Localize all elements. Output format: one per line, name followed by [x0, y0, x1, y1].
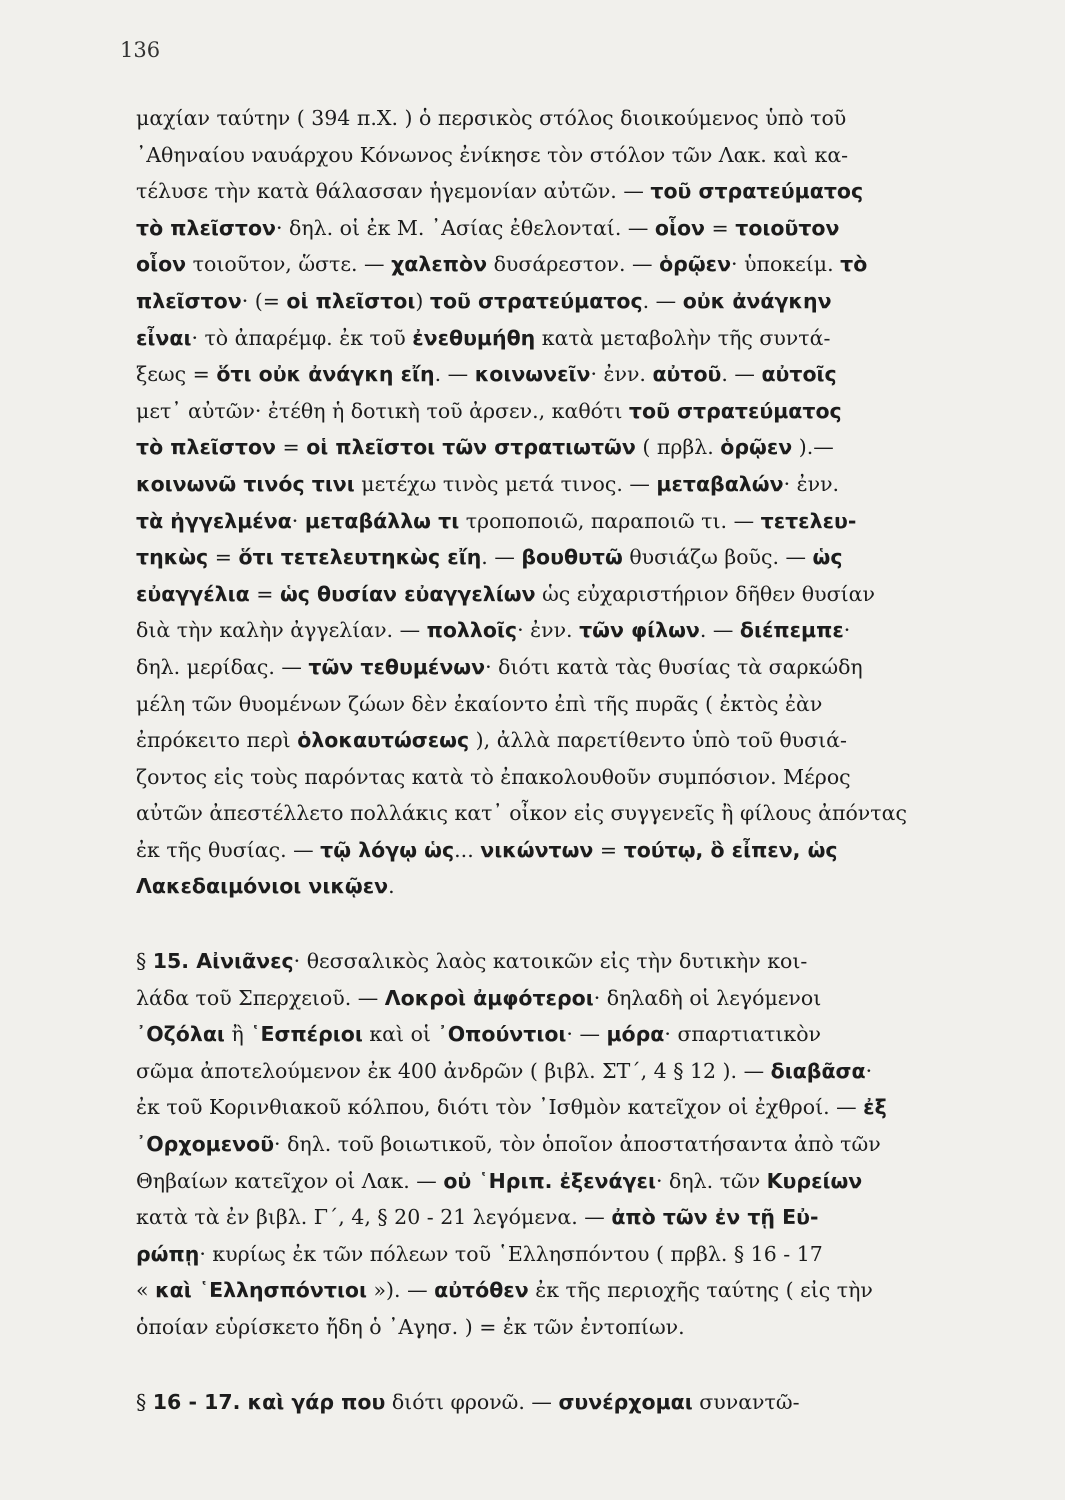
- text-segment: . —: [699, 618, 740, 643]
- text-segment: · ὑποκείμ.: [731, 252, 841, 277]
- text-segment: . —: [721, 362, 762, 387]
- text-line: [136, 173, 1016, 210]
- text-segment: · κυρίως ἐκ τῶν πόλεων τοῦ ῾Ελλησπόντου ( πρβλ. § 16 - 17: [199, 1241, 823, 1266]
- lemma-bold: τούτῳ, ὃ εἶπεν, ὡς: [623, 837, 838, 862]
- text-segment: ).—: [792, 435, 834, 460]
- text-segment: =: [705, 215, 736, 240]
- text-line: [136, 1126, 1016, 1163]
- text-segment: · ἐνν.: [590, 362, 653, 387]
- text-segment: ἢ: [224, 1022, 251, 1047]
- text-segment: · σπαρτιατικὸν: [664, 1022, 822, 1047]
- text-line: [136, 503, 1016, 540]
- lemma-bold: τετελευ-: [760, 508, 857, 533]
- text-segment: ·: [291, 508, 305, 533]
- lemma-bold: τοῦ στρατεύματος: [429, 288, 643, 313]
- paragraph-gap: [136, 905, 1016, 943]
- lemma-bold: τοῦ στρατεύματος: [650, 179, 864, 204]
- lemma-bold: ὁρῷεν: [659, 252, 732, 277]
- text-segment: =: [208, 545, 239, 570]
- text-line: [136, 210, 1016, 247]
- lemma-bold: συνέρχομαι: [558, 1389, 693, 1414]
- text-line: [136, 356, 1016, 393]
- lemma-bold: τοῦ στρατεύματος: [628, 398, 842, 423]
- text-segment: ἐκ τῆς περιοχῆς ταύτης ( εἰς τὴν: [528, 1278, 873, 1303]
- text-segment: · δηλαδὴ οἱ λεγόμενοι: [593, 985, 822, 1010]
- lemma-bold: ἐξ: [863, 1095, 887, 1120]
- text-segment: . —: [481, 545, 522, 570]
- lemma-bold: τηκὼς: [136, 545, 209, 570]
- text-segment: ·: [865, 1058, 873, 1083]
- text-line: [136, 832, 1016, 869]
- text-line: [136, 1272, 1016, 1309]
- text-line: [136, 539, 1016, 576]
- text-line: [136, 943, 1016, 980]
- lemma-bold: καὶ ῾Ελλησπόντιοι: [155, 1278, 367, 1303]
- text-line: [136, 393, 1016, 430]
- text-segment: · (=: [241, 288, 287, 313]
- text-segment: · δηλ. τῶν: [655, 1168, 767, 1193]
- lemma-bold: πολλοῖς: [426, 618, 518, 643]
- lemma-bold: κοινωνεῖν: [474, 362, 591, 387]
- lemma-bold: χαλεπὸν: [391, 252, 488, 277]
- text-segment: · διότι κατὰ τὰς θυσίας τὰ σαρκώδη: [485, 654, 863, 679]
- text-segment: · τὸ ἀπαρέμφ. ἐκ τοῦ: [191, 325, 413, 350]
- lemma-bold: τῶν φίλων: [579, 618, 700, 643]
- text-line: [136, 137, 1016, 174]
- text-line: [136, 1163, 1016, 1200]
- text-segment: · δηλ. τοῦ βοιωτικοῦ, τὸν ὁποῖον ἀποστατήσαντα ἀπὸ τῶν: [274, 1132, 881, 1157]
- lemma-bold: ὡς θυσίαν εὐαγγελίων: [279, 581, 536, 606]
- text-segment: κατὰ μεταβολὴν τῆς συντά-: [535, 325, 831, 350]
- text-segment: · ἐνν.: [517, 618, 580, 643]
- text-segment: ᾿Αθηναίου ναυάρχου Κόνωνος ἐνίκησε τὸν στόλον τῶν Λακ. καὶ κα-: [136, 142, 849, 167]
- lemma-bold: μόρα: [606, 1022, 665, 1047]
- text-line: [136, 1384, 1016, 1421]
- text-line: [136, 1236, 1016, 1273]
- lemma-bold: 15. Αἰνιᾶνες: [152, 949, 294, 974]
- text-segment: κατὰ τὰ ἐν βιβλ. Γ΄, 4, § 20 - 21 λεγόμενα. —: [136, 1205, 612, 1230]
- text-segment: τέλυσε τὴν κατὰ θάλασσαν ἡγεμονίαν αὐτῶν. —: [136, 179, 651, 204]
- text-segment: =: [249, 581, 280, 606]
- lemma-bold: Κυρείων: [766, 1168, 863, 1193]
- text-segment: §: [136, 1389, 153, 1414]
- lemma-bold: τὰ ἠγγελμένα: [136, 508, 292, 533]
- text-segment: ), ἀλλὰ παρετίθεντο ὑπὸ τοῦ θυσιά-: [469, 728, 847, 753]
- text-segment: »). —: [367, 1278, 435, 1303]
- text-line: [136, 759, 1016, 796]
- text-line: [136, 686, 1016, 723]
- text-line: [136, 283, 1016, 320]
- lemma-bold: αὐτοῦ: [652, 362, 722, 387]
- text-segment: συναντῶ-: [692, 1389, 800, 1414]
- text-segment: διότι φρονῶ. —: [385, 1389, 559, 1414]
- text-segment: ): [415, 288, 430, 313]
- lemma-bold: οὐ ῾Ηριπ. ἐξενάγει: [443, 1168, 656, 1193]
- text-segment: δηλ. μερίδας. —: [136, 654, 309, 679]
- lemma-bold: ρώπῃ: [136, 1241, 200, 1266]
- text-line: [136, 980, 1016, 1017]
- text-segment: · —: [566, 1022, 607, 1047]
- text-segment: . —: [434, 362, 475, 387]
- lemma-bold: οἱ πλεῖστοι τῶν στρατιωτῶν: [306, 435, 636, 460]
- lemma-bold: αὐτοῖς: [761, 362, 837, 387]
- lemma-bold: Λακεδαιμόνιοι νικῷεν: [136, 874, 389, 899]
- lemma-bold: εὐαγγέλια: [136, 581, 250, 606]
- lemma-bold: αὐτόθεν: [434, 1278, 529, 1303]
- text-segment: ...: [454, 837, 481, 862]
- lemma-bold: οἱ πλεῖστοι: [286, 288, 416, 313]
- lemma-bold: τῷ λόγῳ ὡς: [320, 837, 455, 862]
- text-segment: αὐτῶν ἀπεστέλλετο πολλάκις κατ᾿ οἶκον εἰς συγγενεῖς ἢ φίλους ἀπόντας: [136, 801, 907, 826]
- text-line: [136, 1309, 1016, 1346]
- lemma-bold: νικώντων: [480, 837, 594, 862]
- text-segment: =: [593, 837, 624, 862]
- text-segment: Θηβαίων κατεῖχον οἱ Λακ. —: [136, 1168, 444, 1193]
- lemma-bold: 16 - 17. καὶ γάρ που: [152, 1389, 386, 1414]
- lemma-bold: ὁρῷεν: [720, 435, 793, 460]
- lemma-bold: τοιοῦτον: [735, 215, 840, 240]
- lemma-bold: τὸ πλεῖστον: [136, 215, 276, 240]
- text-line: [136, 722, 1016, 759]
- text-segment: σῶμα ἀποτελούμενον ἐκ 400 ἀνδρῶν ( βιβλ. ΣΤ΄, 4 § 12 ). —: [136, 1058, 771, 1083]
- lemma-bold: ὅτι οὐκ ἀνάγκη εἴη: [216, 362, 435, 387]
- text-segment: μέλη τῶν θυομένων ζώων δὲν ἐκαίοντο ἐπὶ τῆς πυρᾶς ( ἐκτὸς ἐὰν: [136, 691, 823, 716]
- lemma-bold: οὐκ ἀνάγκην: [682, 288, 832, 313]
- text-segment: ὡς εὐχαριστήριον δῆθεν θυσίαν: [535, 581, 875, 606]
- lemma-bold: ῾Εσπέριοι: [250, 1022, 363, 1047]
- text-segment: ἐπρόκειτο περὶ: [136, 728, 298, 753]
- lemma-bold: τῶν τεθυμένων: [308, 654, 486, 679]
- text-line: [136, 246, 1016, 283]
- text-line: [136, 612, 1016, 649]
- text-line: [136, 1089, 1016, 1126]
- text-segment: .: [388, 874, 395, 899]
- lemma-bold: ἐνεθυμήθη: [412, 325, 536, 350]
- text-line: [136, 100, 1016, 137]
- text-segment: ·: [843, 618, 851, 643]
- text-segment: =: [276, 435, 307, 460]
- text-segment: ( πρβλ.: [635, 435, 721, 460]
- text-segment: ὁποίαν εὑρίσκετο ἤδη ὁ ᾿Αγησ. ) = ἐκ τῶν ἐντοπίων.: [136, 1315, 685, 1339]
- lemma-bold: ᾿Ορχομενοῦ: [136, 1132, 275, 1157]
- lemma-bold: πλεῖστον: [136, 288, 242, 313]
- lemma-bold: ἀπὸ τῶν ἐν τῇ Εὐ-: [611, 1205, 819, 1230]
- page-number: 136: [120, 38, 161, 62]
- lemma-bold: μεταβάλλω τι: [304, 508, 460, 533]
- lemma-bold: ὅτι τετελευτηκὼς εἴη: [238, 545, 482, 570]
- text-segment: διὰ τὴν καλὴν ἀγγελίαν. —: [136, 618, 427, 643]
- lemma-bold: τὸ: [840, 252, 868, 277]
- text-segment: τοιοῦτον, ὥστε. —: [186, 252, 392, 277]
- paragraph-gap: [136, 1346, 1016, 1384]
- text-segment: ζοντος εἰς τοὺς παρόντας κατὰ τὸ ἐπακολουθοῦν συμπόσιον. Μέρος: [136, 764, 851, 789]
- text-segment: δυσάρεστον. —: [487, 252, 660, 277]
- text-line: [136, 1053, 1016, 1090]
- text-segment: . —: [642, 288, 683, 313]
- text-segment: §: [136, 949, 153, 974]
- lemma-bold: οἷον: [136, 252, 187, 277]
- text-segment: ἐκ τοῦ Κορινθιακοῦ κόλπου, διότι τὸν ᾿Ισθμὸν κατεῖχον οἱ ἐχθροί. —: [136, 1095, 864, 1120]
- lemma-bold: ὁλοκαυτώσεως: [297, 728, 470, 753]
- lemma-bold: οἷον: [654, 215, 706, 240]
- text-line: [136, 795, 1016, 832]
- lemma-bold: διέπεμπε: [739, 618, 844, 643]
- lemma-bold: κοινωνῶ τινός τινι: [136, 471, 355, 496]
- lemma-bold: μεταβαλών: [656, 471, 784, 496]
- text-line: [136, 466, 1016, 503]
- text-segment: ξεως =: [136, 362, 217, 387]
- lemma-bold: διαβᾶσα: [770, 1058, 866, 1083]
- text-segment: ἐκ τῆς θυσίας. —: [136, 837, 321, 862]
- lemma-bold: ὡς: [812, 545, 843, 570]
- lemma-bold: βουθυτῶ: [521, 545, 623, 570]
- text-segment: · ἐνν.: [783, 471, 840, 496]
- commentary-text: [136, 100, 1016, 1420]
- text-line: [136, 576, 1016, 613]
- text-segment: · δηλ. οἱ ἐκ Μ. ᾿Ασίας ἐθελονταί. —: [276, 215, 655, 240]
- lemma-bold: Λοκροὶ ἀμφότεροι: [384, 985, 594, 1010]
- lemma-bold: εἶναι: [136, 325, 192, 350]
- text-line: [136, 649, 1016, 686]
- text-segment: μετέχω τινὸς μετά τινος. —: [354, 471, 657, 496]
- text-line: [136, 1199, 1016, 1236]
- text-segment: · θεσσαλικὸς λαὸς κατοικῶν εἰς τὴν δυτικὴν κοι-: [293, 949, 808, 974]
- text-line: [136, 1016, 1016, 1053]
- text-segment: καὶ οἱ: [362, 1022, 438, 1047]
- lemma-bold: ᾿Οπούντιοι: [437, 1022, 567, 1047]
- text-segment: θυσιάζω βοῦς. —: [622, 545, 813, 570]
- text-segment: μετ᾿ αὐτῶν· ἐτέθη ἡ δοτικὴ τοῦ ἀρσεν., καθότι: [136, 398, 629, 423]
- lemma-bold: τὸ πλεῖστον: [136, 435, 276, 460]
- text-line: [136, 320, 1016, 357]
- text-segment: μαχίαν ταύτην ( 394 π.Χ. ) ὁ περσικὸς στόλος διοικούμενος ὑπὸ τοῦ: [136, 106, 847, 130]
- text-segment: λάδα τοῦ Σπερχειοῦ. —: [136, 985, 385, 1010]
- text-line: [136, 868, 1016, 905]
- lemma-bold: ᾿Οζόλαι: [136, 1022, 225, 1047]
- text-line: [136, 429, 1016, 466]
- text-segment: τροποποιῶ, παραποιῶ τι. —: [459, 508, 761, 533]
- text-segment: «: [136, 1278, 156, 1303]
